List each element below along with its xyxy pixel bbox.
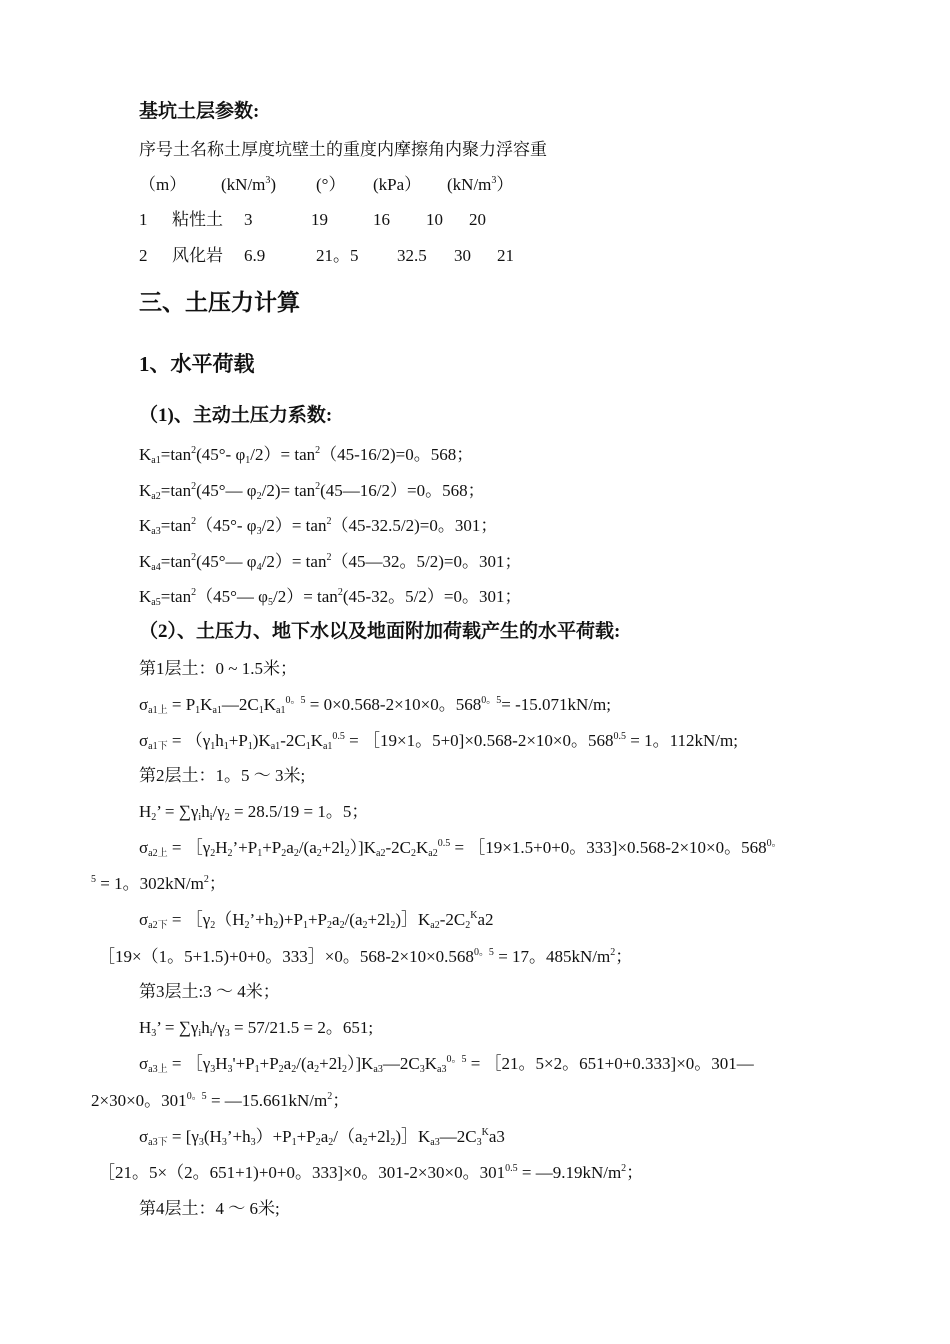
row-2-name: 风化岩 <box>172 246 223 265</box>
row-1-thickness: 3 <box>244 210 253 229</box>
row-1-buoyant: 20 <box>469 210 486 229</box>
sigma-a2-upper-line2: $^5$ = 1。$302kN/m^2$； <box>91 874 226 893</box>
unit-kpa: (kPa） <box>373 175 422 194</box>
layer-2-heading: 第2层土：1。5 ～ 3米; <box>139 766 306 785</box>
soil-params-units <box>139 174 839 196</box>
ka-line: $K_{a5}=\tan^2(45^\circ—$ $\varphi_5/2)= \tan^2(45-32$。5/2）=0。301； <box>139 587 522 608</box>
sigma-a2-lower-line1: $\sigma_{a2下}$ = $[\gamma_2(H_2’+h_2)+P_1+P_2a_2/(a_2+2l_2)]K_{a2}-2C_2^Ka2$ <box>139 910 494 931</box>
sigma-a3-upper-line1: $\sigma_{a3上}$ = $[\gamma_3H_3'+P_1+P_2a_2/(a_2+2l_2)]K_{a3}—2C_3K_{a3}^{0。5}$ = ［21。5×2。651+0+0.333]×0。301— <box>139 1054 754 1075</box>
row-1-friction: 16 <box>373 210 390 229</box>
row-2-friction: 32.5 <box>397 246 427 265</box>
unit-degree: (°） <box>316 175 346 194</box>
section-3-title: 三、土压力计算 <box>139 290 300 315</box>
h3-line: $H_3$’ = $\sum\gamma_ih_i/\gamma_3 = 57/21.5 = 2$。651; <box>139 1018 374 1039</box>
ka-line: $K_{a4}=\tan^2(45^\circ—$ $\varphi_4/2)=$ $\tan^2(45—32$。5/2)=0。301； <box>139 552 522 573</box>
sigma-a1-lower: $\sigma_{a1下} = (\gamma_1h_1+P_1)K_{a1}-2C_1K_{a1}^{0.5}$ = ［19×1。5+0]×0.568-2×10×0。$568^{0.5} = 1$。112kN/m; <box>139 731 738 752</box>
ka-line: $K_{a2}=\tan^2(45^\circ—$ $\varphi_2/2)=$ $\tan^2(45—16/2)=0$。568； <box>139 481 485 502</box>
sigma-a3-upper-line2: 2×30×0。$301^{0。5}$ = $—15.661kN/m^2$； <box>91 1091 350 1110</box>
ka-line: $K_{a3}=\tan^2(45^\circ-$ $\varphi_3/2)= \tan^2(45-32.5/2)=0$。301； <box>139 516 498 537</box>
row-2-buoyant: 21 <box>497 246 514 265</box>
unit-density: $(kN/m^3)$ <box>221 175 277 194</box>
unit-m: （m） <box>139 175 187 194</box>
h2-line: $H_2$’ = $\sum\gamma_ih_i/\gamma_2 = 28.5/19 = 1$。5； <box>139 802 369 823</box>
row-2-thickness: 6.9 <box>244 246 266 265</box>
layer-3-heading: 第3层土:3 ～ 4米； <box>139 982 280 1001</box>
unit-buoyant: $(kN/m^3)$ <box>447 175 514 194</box>
layer-4-heading: 第4层土：4 ～ 6米; <box>139 1199 280 1218</box>
soil-row-2 <box>139 245 839 267</box>
sigma-a3-lower-line2: ［21。5×（2。651+1)+0+0。333]×0。301-2×30×0。$301^{0.5}$ = $—9.19kN/m^2$； <box>98 1163 644 1182</box>
soil-params-header: 序号土名称土厚度坑壁土的重度内摩擦角内聚力浮容重 <box>139 140 547 159</box>
row-2-no: 2 <box>139 246 148 265</box>
soil-row-1 <box>139 209 839 231</box>
sigma-a2-upper-line1: $\sigma_{a2上}$ = $[\gamma_2H_2’+P_1+P_2a_2/(a_2+2l_2)]K_{a2}-2C_2K_{a2}^{0.5}$ = ［19×1.5+0+0。333]×0.568-2×10×0。$568^{0。}$ <box>139 838 782 859</box>
subsection-1-title: （1)、主动土压力系数: <box>139 405 333 426</box>
row-1-name: 粘性土 <box>172 210 223 229</box>
sigma-a3-lower-line1: $\sigma_{a3下}$ = [$\gamma_3(H_3’+h_3)+P_1+P_2a_2/(a_2+2l_2)]K_{a3}—2C_3^Ka3$ <box>139 1127 505 1148</box>
layer-1-heading: 第1层土：0 ~ 1.5米； <box>139 659 297 678</box>
row-2-cohesion: 30 <box>454 246 471 265</box>
row-1-cohesion: 10 <box>426 210 443 229</box>
subsection-2-title: （2）、土压力、地下水以及地面附加荷载产生的水平荷载: <box>139 621 621 642</box>
sigma-a2-lower-line2: ［19×（1。5+1.5)+0+0。333］×0。$568-2\times 10\times 0.568^{0。5} = 17$。$485kN/m^2$； <box>98 947 633 966</box>
ka-line: $K_{a1}=\tan^2(45^\circ-$ $\varphi_1/2)= \tan^2(45-16/2)=0$。568； <box>139 445 474 466</box>
row-1-no: 1 <box>139 210 148 229</box>
row-2-unit-weight: 21。5 <box>316 246 359 265</box>
sigma-a1-upper: $\sigma_{a1上}$ = $P_1K_{a1}—2C_1K_{a1}^{0。5} = 0\times 0.568-2\times 10\times 0$。$568^{0。5}= -15.071kN/m$; <box>139 695 611 716</box>
soil-params-title: 基坑土层参数: <box>139 101 260 122</box>
row-1-unit-weight: 19 <box>311 210 328 229</box>
section-1-title: 1、水平荷载 <box>139 352 255 376</box>
